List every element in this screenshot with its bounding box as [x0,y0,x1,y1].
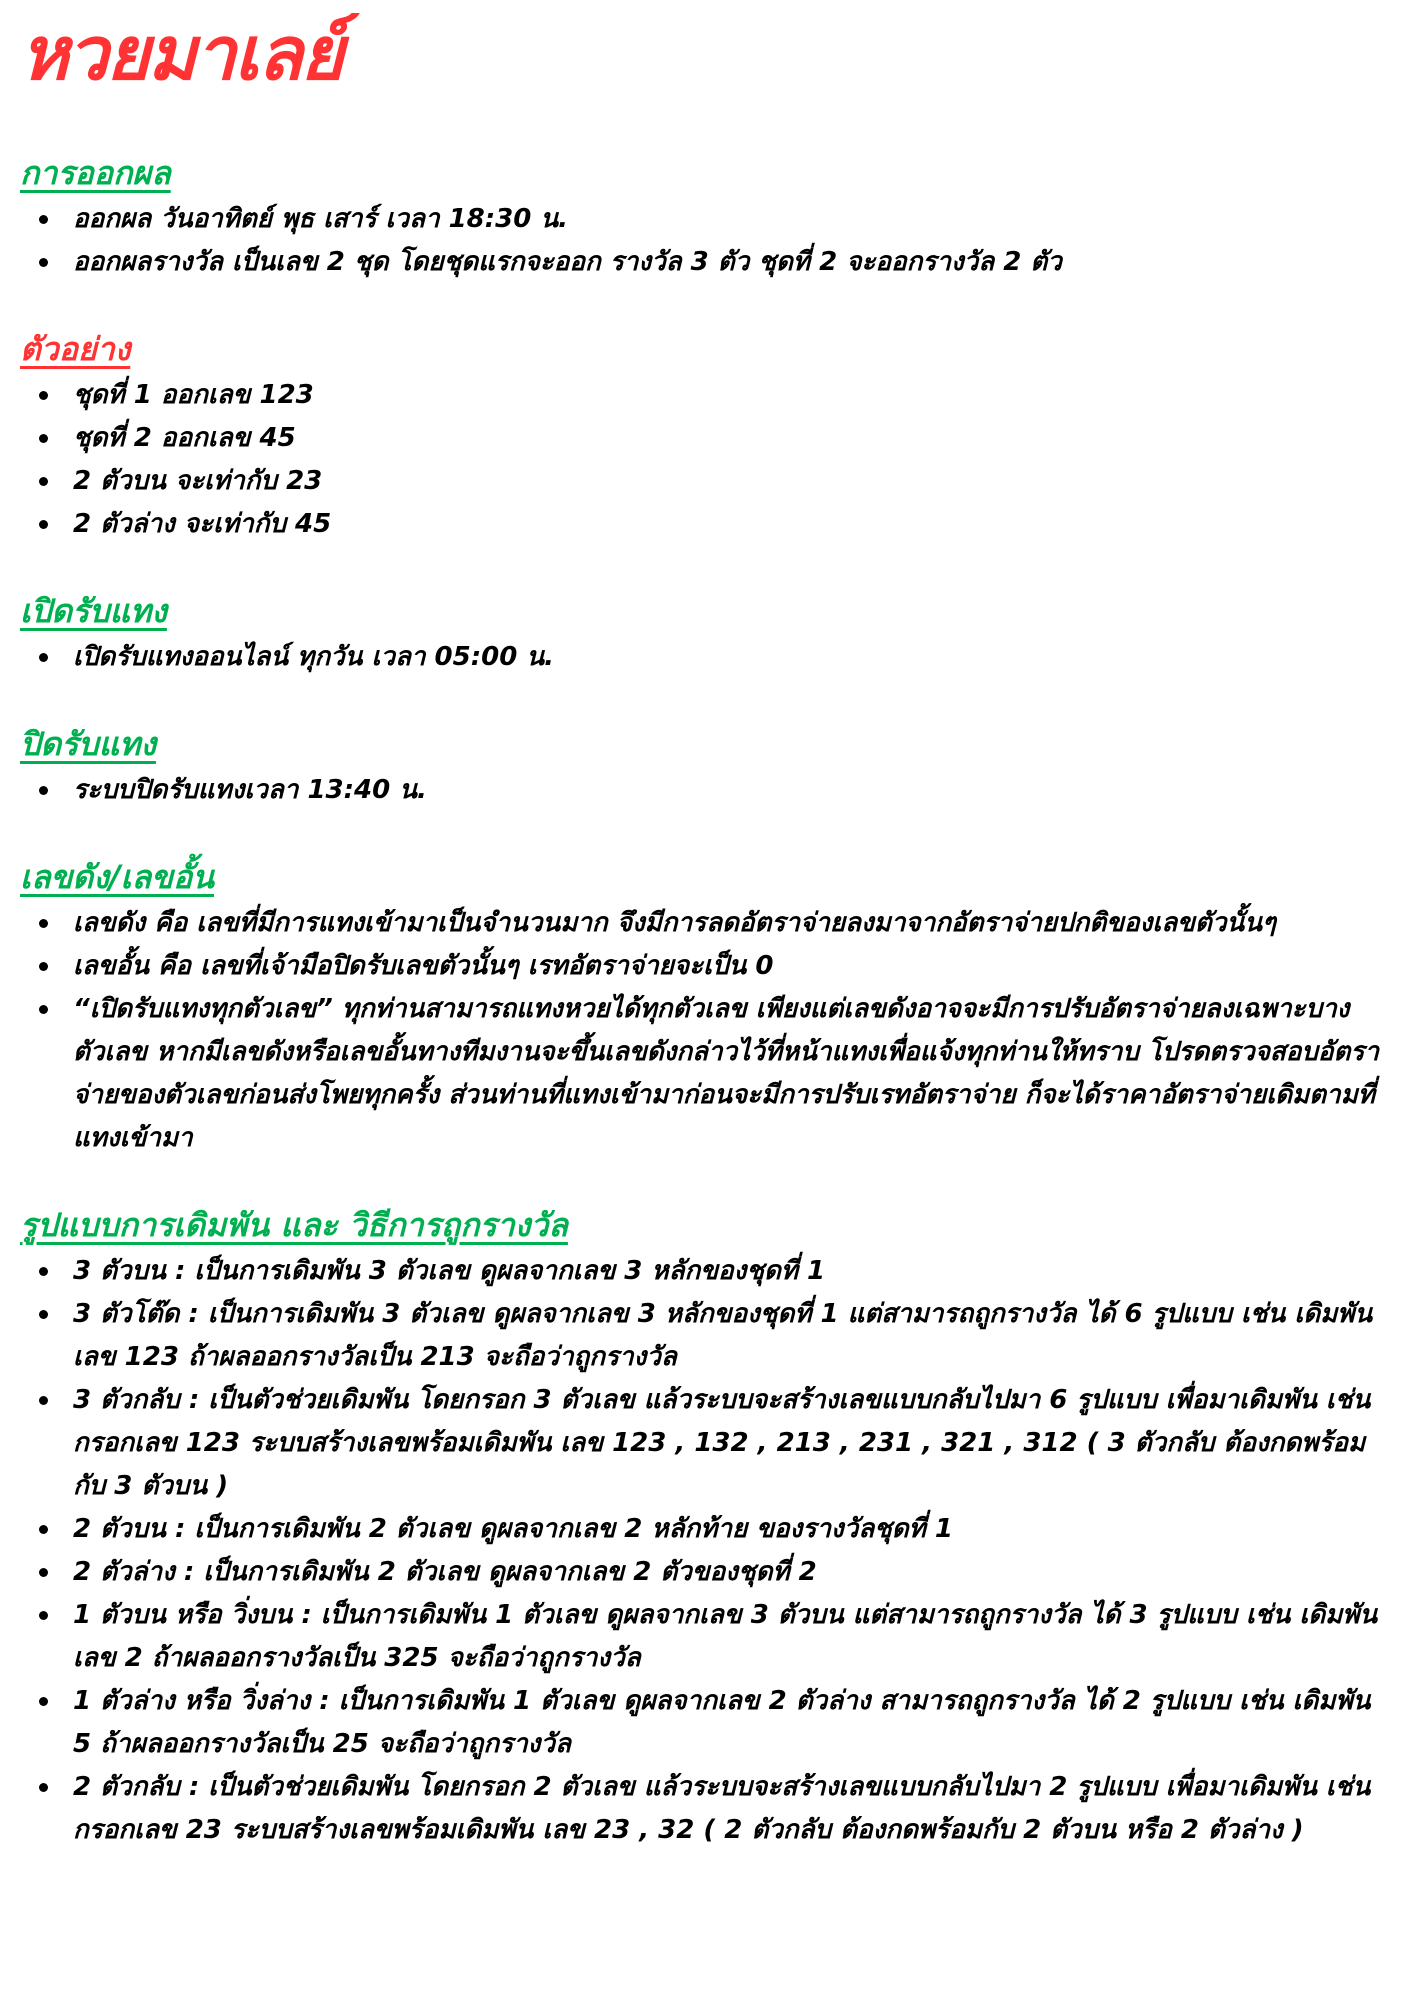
list-item: 2 ตัวบน : เป็นการเดิมพัน 2 ตัวเลข ดูผลจากเลข 2 หลักท้าย ของรางวัลชุดที่ 1 [73,1508,1394,1551]
list-item: 3 ตัวโต๊ด : เป็นการเดิมพัน 3 ตัวเลข ดูผลจากเลข 3 หลักของชุดที่ 1 แต่สามารถถูกรางวัล ได้ 6 รูปแบบ เช่น เดิมพันเลข 123 ถ้าผลออกรางวัลเป็น 213 จะถือว่าถูกรางวัล [73,1293,1394,1379]
list-item: 3 ตัวบน : เป็นการเดิมพัน 3 ตัวเลข ดูผลจากเลข 3 หลักของชุดที่ 1 [73,1250,1394,1293]
list-item: ระบบปิดรับแทงเวลา 13:40 น. [73,769,1394,812]
list-item: ออกผล วันอาทิตย์ พุธ เสาร์ เวลา 18:30 น. [73,198,1394,241]
bullet-list [20,636,1394,679]
section-heading: การออกผล [20,154,171,192]
list-item: เลขดัง คือ เลขที่มีการแทงเข้ามาเป็นจำนวนมาก จึงมีการลดอัตราจ่ายลงมาจากอัตราจ่ายปกติของเลขตัวนั้นๆ [73,902,1394,945]
bullet-list [20,1250,1394,1852]
bullet-list [20,374,1394,546]
section-heading: เลขดัง/เลขอั้น [20,858,215,896]
list-item: 1 ตัวบน หรือ วิ่งบน : เป็นการเดิมพัน 1 ตัวเลข ดูผลจากเลข 3 ตัวบน แต่สามารถถูกรางวัล ได้ 3 รูปแบบ เช่น เดิมพันเลข 2 ถ้าผลออกรางวัลเป็น 325 จะถือว่าถูกรางวัล [73,1594,1394,1680]
list-item: 1 ตัวล่าง หรือ วิ่งล่าง : เป็นการเดิมพัน 1 ตัวเลข ดูผลจากเลข 2 ตัวล่าง สามารถถูกรางวัล ได้ 2 รูปแบบ เช่น เดิมพัน 5 ถ้าผลออกรางวัลเป็น 25 จะถือว่าถูกรางวัล [73,1680,1394,1766]
section-heading: เปิดรับแทง [20,592,167,630]
list-item: ชุดที่ 1 ออกเลข 123 [73,374,1394,417]
section-heading: รูปแบบการเดิมพัน และ วิธีการถูกรางวัล [20,1206,568,1244]
list-item: “เปิดรับแทงทุกตัวเลข” ทุกท่านสามารถแทงหวยได้ทุกตัวเลข เพียงแต่เลขดังอาจจะมีการปรับอัตราจ่ายลงเฉพาะบางตัวเลข หากมีเลขดังหรือเลขอั้นทางทีมงานจะขึ้นเลขดังกล่าวไว้ที่หน้าแทงเพื่อแจ้งทุกท่านให้ทราบ โปรดตรวจสอบอัตราจ่ายของตัวเลขก่อนส่งโพยทุกครั้ง ส่วนท่านที่แทงเข้ามาก่อนจะมีการปรับเรทอัตราจ่าย ก็จะได้ราคาอัตราจ่ายเดิมตามที่แทงเข้ามา [73,988,1394,1160]
list-item: 3 ตัวกลับ : เป็นตัวช่วยเดิมพัน โดยกรอก 3 ตัวเลข แล้วระบบจะสร้างเลขแบบกลับไปมา 6 รูปแบบ เพื่อมาเดิมพัน เช่น กรอกเลข 123 ระบบสร้างเลขพร้อมเดิมพัน เลข 123 , 132 , 213 , 231 , 321 , 312 ( 3 ตัวกลับ ต้องกดพร้อมกับ 3 ตัวบน ) [73,1379,1394,1508]
section-heading: ตัวอย่าง [20,330,131,368]
bullet-list [20,902,1394,1160]
list-item: 2 ตัวล่าง จะเท่ากับ 45 [73,503,1394,546]
section-close-betting [20,721,1394,812]
list-item: เปิดรับแทงออนไลน์ ทุกวัน เวลา 05:00 น. [73,636,1394,679]
list-item: 2 ตัวบน จะเท่ากับ 23 [73,460,1394,503]
section-heading: ปิดรับแทง [20,725,156,763]
section-draw-schedule [20,150,1394,284]
list-item: 2 ตัวล่าง : เป็นการเดิมพัน 2 ตัวเลข ดูผลจากเลข 2 ตัวของชุดที่ 2 [73,1551,1394,1594]
list-item: ชุดที่ 2 ออกเลข 45 [73,417,1394,460]
section-open-betting [20,588,1394,679]
list-item: เลขอั้น คือ เลขที่เจ้ามือปิดรับเลขตัวนั้นๆ เรทอัตราจ่ายจะเป็น 0 [73,945,1394,988]
bullet-list [20,198,1394,284]
page-title: หวยมาเลย์ [20,11,343,97]
section-hot-numbers [20,854,1394,1160]
bullet-list [20,769,1394,812]
list-item: ออกผลรางวัล เป็นเลข 2 ชุด โดยชุดแรกจะออก รางวัล 3 ตัว ชุดที่ 2 จะออกรางวัล 2 ตัว [73,241,1394,284]
sections [20,150,1394,1852]
section-example [20,326,1394,546]
list-item: 2 ตัวกลับ : เป็นตัวช่วยเดิมพัน โดยกรอก 2 ตัวเลข แล้วระบบจะสร้างเลขแบบกลับไปมา 2 รูปแบบ เพื่อมาเดิมพัน เช่น กรอกเลข 23 ระบบสร้างเลขพร้อมเดิมพัน เลข 23 , 32 ( 2 ตัวกลับ ต้องกดพร้อมกับ 2 ตัวบน หรือ 2 ตัวล่าง ) [73,1766,1394,1852]
section-bet-types [20,1202,1394,1852]
